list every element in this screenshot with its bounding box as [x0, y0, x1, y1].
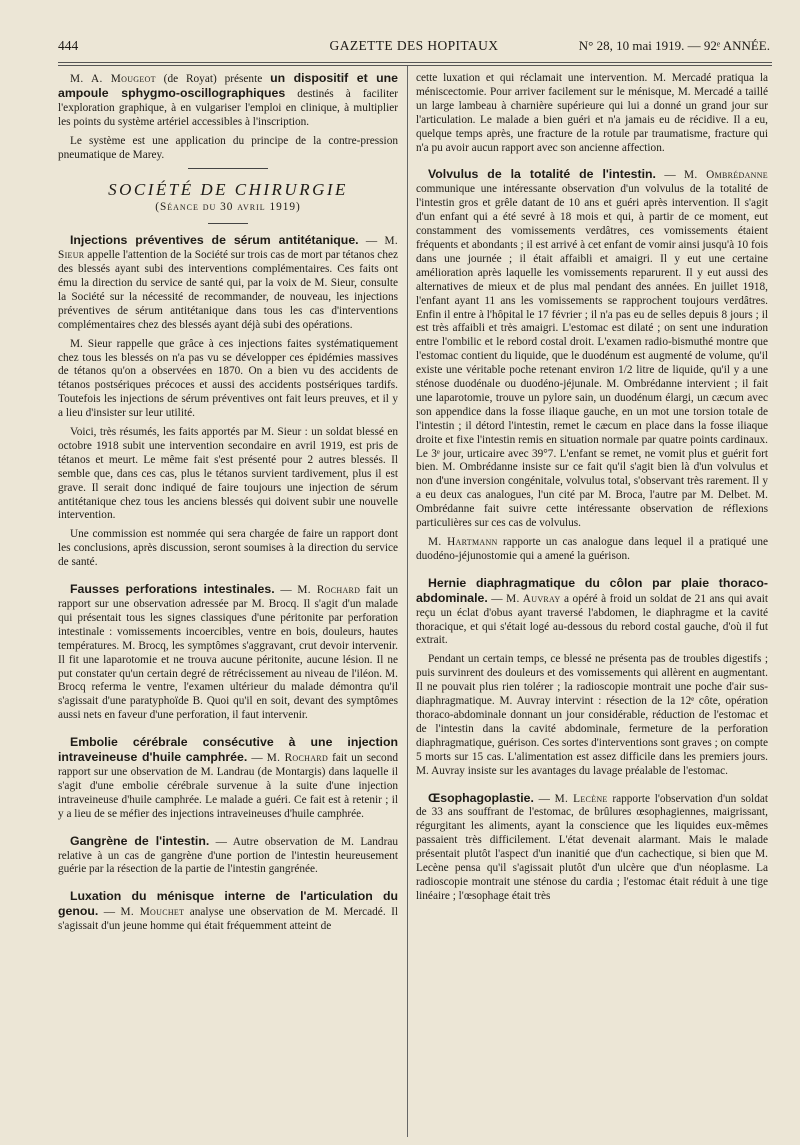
run-in-heading: Œsophagoplastie. — [428, 790, 534, 805]
header-rule — [58, 62, 772, 63]
author-name: M. Auvray — [506, 592, 561, 605]
paragraph: M. Sieur rappelle que grâce à ces injections faites systématiquement chez tous les blessés on n'a pas vu se développer ces épidémies massives de tétanos qu'on a observées en 1870. On a bien vu des accidents de tétanos postsériques précoces et aussi des accidents postsériques tardifs. Toutefois les injections de sérum préventives ont fait leurs preuves, et il y a lieu d'insister sur leur utilité. — [58, 337, 398, 420]
page-header — [58, 34, 770, 60]
header-rule-double — [58, 65, 772, 66]
article-luxation: Luxation du ménisque interne de l'articulation du genou. — M. Mouchet analyse une observation de M. Mercadé. Il s'agissait d'un jeune homme qui était fréquemment atteint de — [58, 889, 398, 933]
run-in-heading: Injections préventives de sérum antitétanique. — [70, 233, 359, 248]
author-name: M. Rochard — [297, 584, 361, 597]
author-name: M. Ombrédanne — [684, 169, 768, 182]
paragraph: Une commission est nommée qui sera chargée de faire un rapport dont les conclusions, après discussion, seront soumises à la direction du service de santé. — [58, 528, 398, 569]
left-column — [58, 72, 398, 939]
article-perforations: Fausses perforations intestinales. — M. Rochard fait un rapport sur une observation adressée par M. Brocq. Il s'agit d'un malade qui présentait tous les signes classiques d'une péritonite par perforation intestinale : vomissements incoercibles, ventre en bois, douleurs, hautes températures. M. Brocq, les symptômes s'aggravant, crut devoir intervenir. Il fit une laparotomie et ne trouva aucune péritonite, aucune lésion. Il ne put constater qu'un certain degré de rétrécissement au niveau de l'iléon. M. Brocq referma le ventre, l'examen ultérieur du malade démontra qu'il s'agissait d'une paratyphoïde B. Quoi qu'il en soit, devant des symptômes aussi nets en faveur d'une perforation, il faut intervenir. — [58, 582, 398, 722]
article-mougeot: M. A. Mougeot (de Royat) présente un dispositif et une ampoule sphygmo-oscillographiques destinés à faciliter l'exploration graphique, à en vulgariser l'emploi en clinique, à multiplier les points du système artériel accessibles à l'inscription. — [58, 71, 398, 128]
article-gangrene: Gangrène de l'intestin. — Autre observation de M. Landrau relative à un cas de gangrène d'une portion de l'intestin heureusement guérie par la résection de la partie de l'intestin gangrénée. — [58, 833, 398, 876]
author-name: M. Lecène — [554, 792, 608, 805]
session-date: (Séance du 30 avril 1919) — [155, 201, 301, 214]
author-name: M. Hartmann — [428, 536, 498, 548]
article-hartmann: M. Hartmann rapporte un cas analogue dans lequel il a pratiqué une duodéno-jéjunostomie qui a amené la guérison. — [416, 536, 768, 562]
run-in-heading: Luxation du ménisque interne de l'articulation du genou. — [58, 889, 398, 919]
author-name: M. Rochard — [266, 752, 329, 765]
paragraph: Le système est une application du principe de la contre-pression pneumatique de Marey. — [58, 134, 398, 161]
paragraph-continued: cette luxation et qui réclamait une intervention. M. Mercadé pratiqua la méniscectomie. Pour arriver facilement sur le ménisque, M. Mercadé a taillé un large lambeau à charnière supérieure qui lui a donné un grand jour sur l'articulation. Le malade a bien guéri et n'a jamais eu de récidive. Il a eu, quelque temps après, une fracture de la rotule par traumatisme, fracture qui n'a pu avoir aucun rapport avec son ancienne affection. — [416, 72, 768, 154]
page-number: 444 — [58, 38, 79, 53]
section-title: SOCIÉTÉ DE CHIRURGIE — [108, 180, 348, 200]
section-divider — [188, 168, 268, 169]
column-divider — [407, 66, 408, 1137]
journal-title: GAZETTE DES HOPITAUX — [329, 38, 499, 53]
author-name: M. A. Mougeot — [70, 73, 156, 85]
author-name: M. Sieur — [58, 235, 398, 262]
run-in-heading: un dispositif et une ampoule sphygmo-oscillographiques — [58, 71, 398, 100]
article-volvulus: Volvulus de la totalité de l'intestin. — M. Ombrédanne communique une intéressante observation d'un volvulus de la totalité de l'intestin gros et grêle datant de 10 ans et guéri après intervention. Il s'agit d'un enfant qui a été sevré à 18 mois et qui, à partir de ce moment, eut constamment des vomissements verdâtres, ces vomissements étaient fréquents et abondants ; il est arrivé à cet enfant de vomir ainsi jusqu'à 10 fois dans une journée ; il était affaibli et amaigri. Il y eut une certaine amélioration après laquelle les vomissements reparurent. Il y eut aussi des alternatives de mieux et de plus mal pendant des années. En juillet 1918, l'enfant ayant 11 ans les vomissements se rapprochent toujours verdâtres. Enfin il entre à l'hôpital le 17 février ; il n'a pas eu de selles depuis 8 jours ; il est très affaibli et très amaigri. L'estomac est dilaté ; on sent une induration entre l'ombilic et le rebord costal droit. L'examen radio-bismuthé montre que l'estomac contient du liquide, que le duodénum est augmenté de volume, qu'il existe une véritable poche retenant environ 1/2 litre de liquide, qu'il y a une sténose duodénale ou duodéno-jéjunale. M. Ombrédanne intervient ; il fait une laparotomie, trouve un pylore sain, un duodénum élargi, un cæcum avec son appendice dans la fosse iliaque gauche, en un mot une torsion totale de l'intestin ; il détord l'intestin, remet le cæcum en place dans la fosse iliaque droite et fixe l'intestin remis en situation normale par quatre points cardinaux. Le 3ᵉ jour, urticaire avec 39°7. L'enfant se remet, ne vomit plus et guérit fort bien. M. Ombrédanne insiste sur ce fait qu'il s'agit bien là d'un volvulus et non d'une inversion congénitale, volvulus total, s'observant très rarement. Il y a eu deux cas analogues, l'un cité par M. Broca, l'autre par M. Delbet. M. Ombrédanne fait suivre cette intéressante observation de réflexions particulières sur ces cas de volvulus. — [416, 167, 768, 530]
run-in-heading: Fausses perforations intestinales. — [70, 582, 275, 597]
section-divider-short — [208, 223, 248, 224]
article-oesophagoplastie: Œsophagoplastie. — M. Lecène rapporte l'observation d'un soldat de 33 ans souffrant de l'estomac, de brûlures œsophagiennes, maigrissant, régurgitant les aliments, ayant la conscience que les liquides eux-mêmes passaient très difficilement. L'état devenait alarmant. Mais le malade présentait plutôt l'aspect d'un inanitié que d'un cachectique, si bien que M. Lecène pensa qu'il s'agissait plutôt d'un ulcère que d'un néoplasme. La radioscopie montrait une sténose du cardia ; l'estomac était réduit à une tige linéaire ; l'œsophage était très — [416, 790, 768, 902]
run-in-heading: Gangrène de l'intestin. — [70, 833, 210, 848]
paragraph: Voici, très résumés, les faits apportés par M. Sieur : un soldat blessé en octobre 1918 subit une intervention secondaire en avril 1919, est pris de tétanos et meurt. Le même fait s'est présenté pour 2 autres blessés. Il semble que, dans ces cas, plus le tétanos survient tardivement, plus il est grave. Il serait donc indiqué de faire toujours une injection de sérum antitétanique chez tous les anciens blessés qui doivent subir une nouvelle intervention. — [58, 426, 398, 522]
right-column — [416, 72, 768, 909]
paragraph: Pendant un certain temps, ce blessé ne présenta pas de troubles digestifs ; puis survinrent des douleurs et des vomissements qui allèrent en augmentant. Il ne pouvait plus rien tolérer ; la radioscopie montrait une poche d'air sus-diaphragmatique. M. Auvray intervint : résection de la 12ᵉ côte, opération thoraco-abdominale donnant un jour considérable, réduction de l'estomac et de l'intestin dans la cavité abdominale, fermeture de la perforation diaphragmatique, guérison. Ces sortes d'interventions sont graves ; on compte 5 morts sur 15 cas. L'alimentation est assez difficile dans les premiers jours. M. Auvray insiste sur les avantages du lavage préalable de l'estomac. — [416, 653, 768, 777]
run-in-heading: Volvulus de la totalité de l'intestin. — [428, 167, 656, 182]
author-name: M. Mouchet — [120, 906, 185, 919]
run-in-heading: Hernie diaphragmatique du côlon par plaie thoraco-abdominale. — [416, 575, 768, 605]
article-embolie: Embolie cérébrale consécutive à une injection intraveineuse d'huile camphrée. — M. Rochard fait un second rapport sur une observation de M. Landrau (de Montargis) dans laquelle il s'agit d'une embolie cérébrale survenue à la suite d'une injection intraveineuse d'huile camphrée. Le malade a guéri. Ce fait est à retenir ; il y a lieu de se méfier des injections intraveineuses d'huile camphrée. — [58, 735, 398, 820]
run-in-heading: Embolie cérébrale consécutive à une injection intraveineuse d'huile camphrée. — [58, 735, 398, 765]
article-hernie: Hernie diaphragmatique du côlon par plaie thoraco-abdominale. — M. Auvray a opéré à froid un soldat de 21 ans qui avait reçu un éclat d'obus ayant traversé l'abdomen, le diaphragme et la cavité thoracique, et qui s'était logé au-dessous du rebord costal gauche, d'où il fut extrait. — [416, 575, 768, 647]
article-injections: Injections préventives de sérum antitétanique. — M. Sieur appelle l'attention de la Société sur trois cas de mort par tétanos chez des blessés ayant subi des interventions complémentaires. Ces faits ont ému la direction du service de santé qui, par la voix de M. Sieur, consulte la Société sur la nécessité de recommander, de nouveau, les injections préventives de sérum antitétanique dans tous les cas d'interventions complémentaires chez des blessés ayant déjà subi des opérations. — [58, 233, 398, 331]
issue-date: N° 28, 10 mai 1919. — 92ᵉ ANNÉE. — [578, 38, 770, 53]
